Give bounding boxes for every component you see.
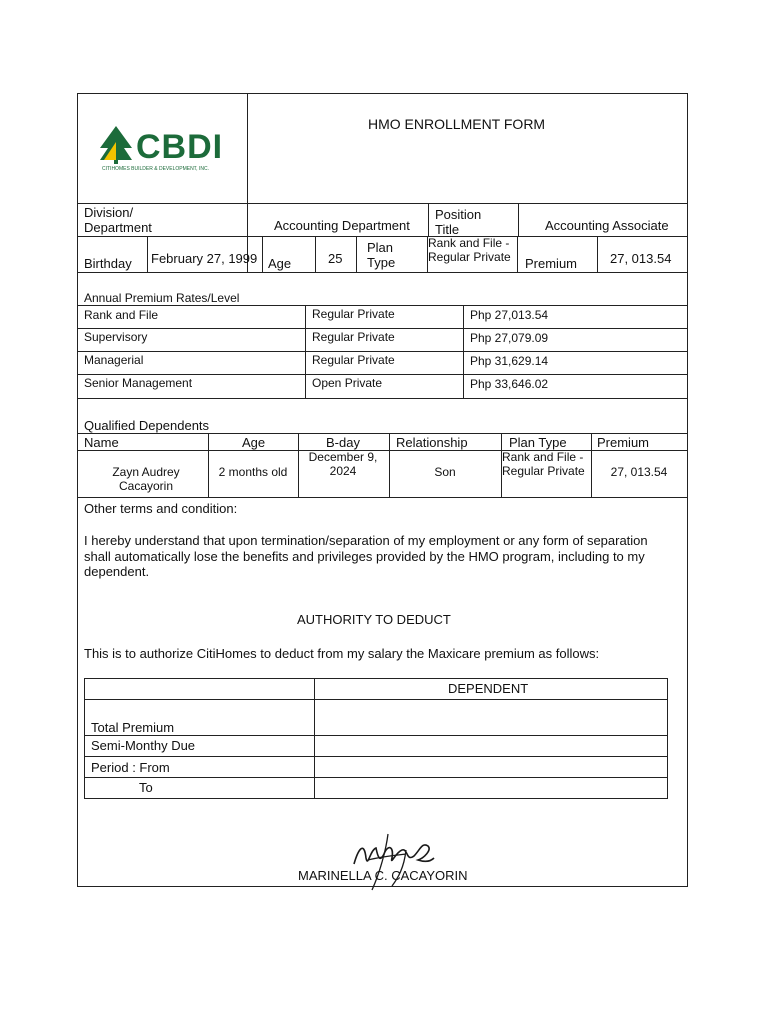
rate-plan: Regular Private — [312, 307, 395, 321]
cell-divider — [262, 236, 263, 272]
row-line — [78, 351, 687, 352]
plan-value: Rank and File - Regular Private — [428, 236, 511, 264]
row-line — [78, 203, 687, 204]
form-title: HMO ENROLLMENT FORM — [368, 116, 546, 132]
dep-header-relationship: Relationship — [396, 435, 468, 450]
cell-divider — [463, 305, 464, 398]
dep-header-premium: Premium — [597, 435, 650, 450]
dependent-name: Zayn Audrey Cacayorin — [112, 465, 180, 493]
dep-header-bday: B-day — [326, 435, 360, 450]
dep-header-age: Age — [242, 435, 266, 450]
period-from-label: Period : From — [91, 760, 170, 775]
cell-divider — [298, 433, 299, 497]
cell-divider — [315, 236, 316, 272]
period-to-label: To — [139, 780, 153, 795]
signature — [348, 828, 438, 894]
rate-amount: Php 27,079.09 — [470, 331, 549, 345]
dependent-plan: Rank and File - Regular Private — [502, 450, 585, 478]
cell-divider — [389, 433, 390, 497]
position-label: Position Title — [435, 207, 482, 237]
row-line — [78, 305, 687, 306]
rate-level: Managerial — [84, 353, 144, 367]
row-line — [78, 328, 687, 329]
terms-body: I hereby understand that upon termination/separation of my employment or any form of separation shall automatically lose the benefits and privileges provided by the HMO program, including to my dependent. — [84, 533, 648, 580]
dependent-age: 2 months old — [218, 465, 288, 479]
authority-body: This is to authorize CitiHomes to deduct from my salary the Maxicare premium as follows: — [84, 646, 600, 661]
rate-level: Rank and File — [84, 308, 159, 322]
house-tree-icon — [98, 124, 134, 166]
authority-title: AUTHORITY TO DEDUCT — [297, 612, 451, 627]
rate-level: Supervisory — [84, 330, 148, 344]
cell-divider — [518, 203, 519, 236]
rate-plan: Regular Private — [312, 330, 395, 344]
dependent-column-header: DEPENDENT — [448, 681, 529, 696]
birthday-label: Birthday — [84, 256, 132, 271]
row-line — [78, 497, 687, 498]
cell-divider — [428, 203, 429, 236]
row-line — [78, 236, 687, 237]
premium-value: 27, 013.54 — [610, 251, 672, 266]
row-line — [78, 398, 687, 399]
rate-amount: Php 33,646.02 — [470, 377, 549, 391]
terms-title: Other terms and condition: — [84, 501, 238, 516]
cell-divider — [305, 305, 306, 398]
dependents-title: Qualified Dependents — [84, 418, 210, 433]
row-line — [78, 272, 687, 273]
rate-level: Senior Management — [84, 376, 193, 390]
age-value: 25 — [328, 251, 343, 266]
dependent-premium: 27, 013.54 — [610, 465, 668, 479]
position-value: Accounting Associate — [545, 218, 669, 233]
plan-label: Plan Type — [367, 240, 396, 270]
dep-header-plan: Plan Type — [509, 435, 567, 450]
dependent-relationship: Son — [434, 465, 456, 479]
cell-divider — [314, 678, 315, 799]
rate-amount: Php 31,629.14 — [470, 354, 549, 368]
row-line — [84, 756, 668, 757]
logo-tagline: CITIHOMES BUILDER & DEVELOPMENT, INC. — [102, 166, 209, 172]
total-premium-label: Total Premium — [91, 720, 175, 735]
division-label: Division/ Department — [84, 205, 152, 235]
logo-wordmark: CBDI — [136, 128, 224, 166]
signatory-name: MARINELLA C. CACAYORIN — [298, 868, 468, 883]
row-line — [84, 699, 668, 700]
row-line — [78, 374, 687, 375]
cell-divider — [356, 236, 357, 272]
company-logo — [98, 124, 238, 176]
row-line — [84, 777, 668, 778]
cell-divider — [208, 433, 209, 497]
age-label: Age — [268, 256, 292, 271]
rate-plan: Open Private — [312, 376, 383, 390]
semi-monthly-label: Semi-Monthy Due — [91, 738, 196, 753]
rate-plan: Regular Private — [312, 353, 395, 367]
rates-title: Annual Premium Rates/Level — [84, 291, 240, 305]
premium-label: Premium — [525, 256, 578, 271]
header-divider — [247, 94, 248, 272]
rate-amount: Php 27,013.54 — [470, 308, 549, 322]
division-value: Accounting Department — [274, 218, 410, 233]
dep-header-name: Name — [84, 435, 119, 450]
birthday-value: February 27, 1999 — [151, 251, 258, 266]
dependent-bday: December 9, 2024 — [308, 450, 378, 478]
row-line — [78, 433, 687, 434]
cell-divider — [597, 236, 598, 272]
cell-divider — [147, 236, 148, 272]
